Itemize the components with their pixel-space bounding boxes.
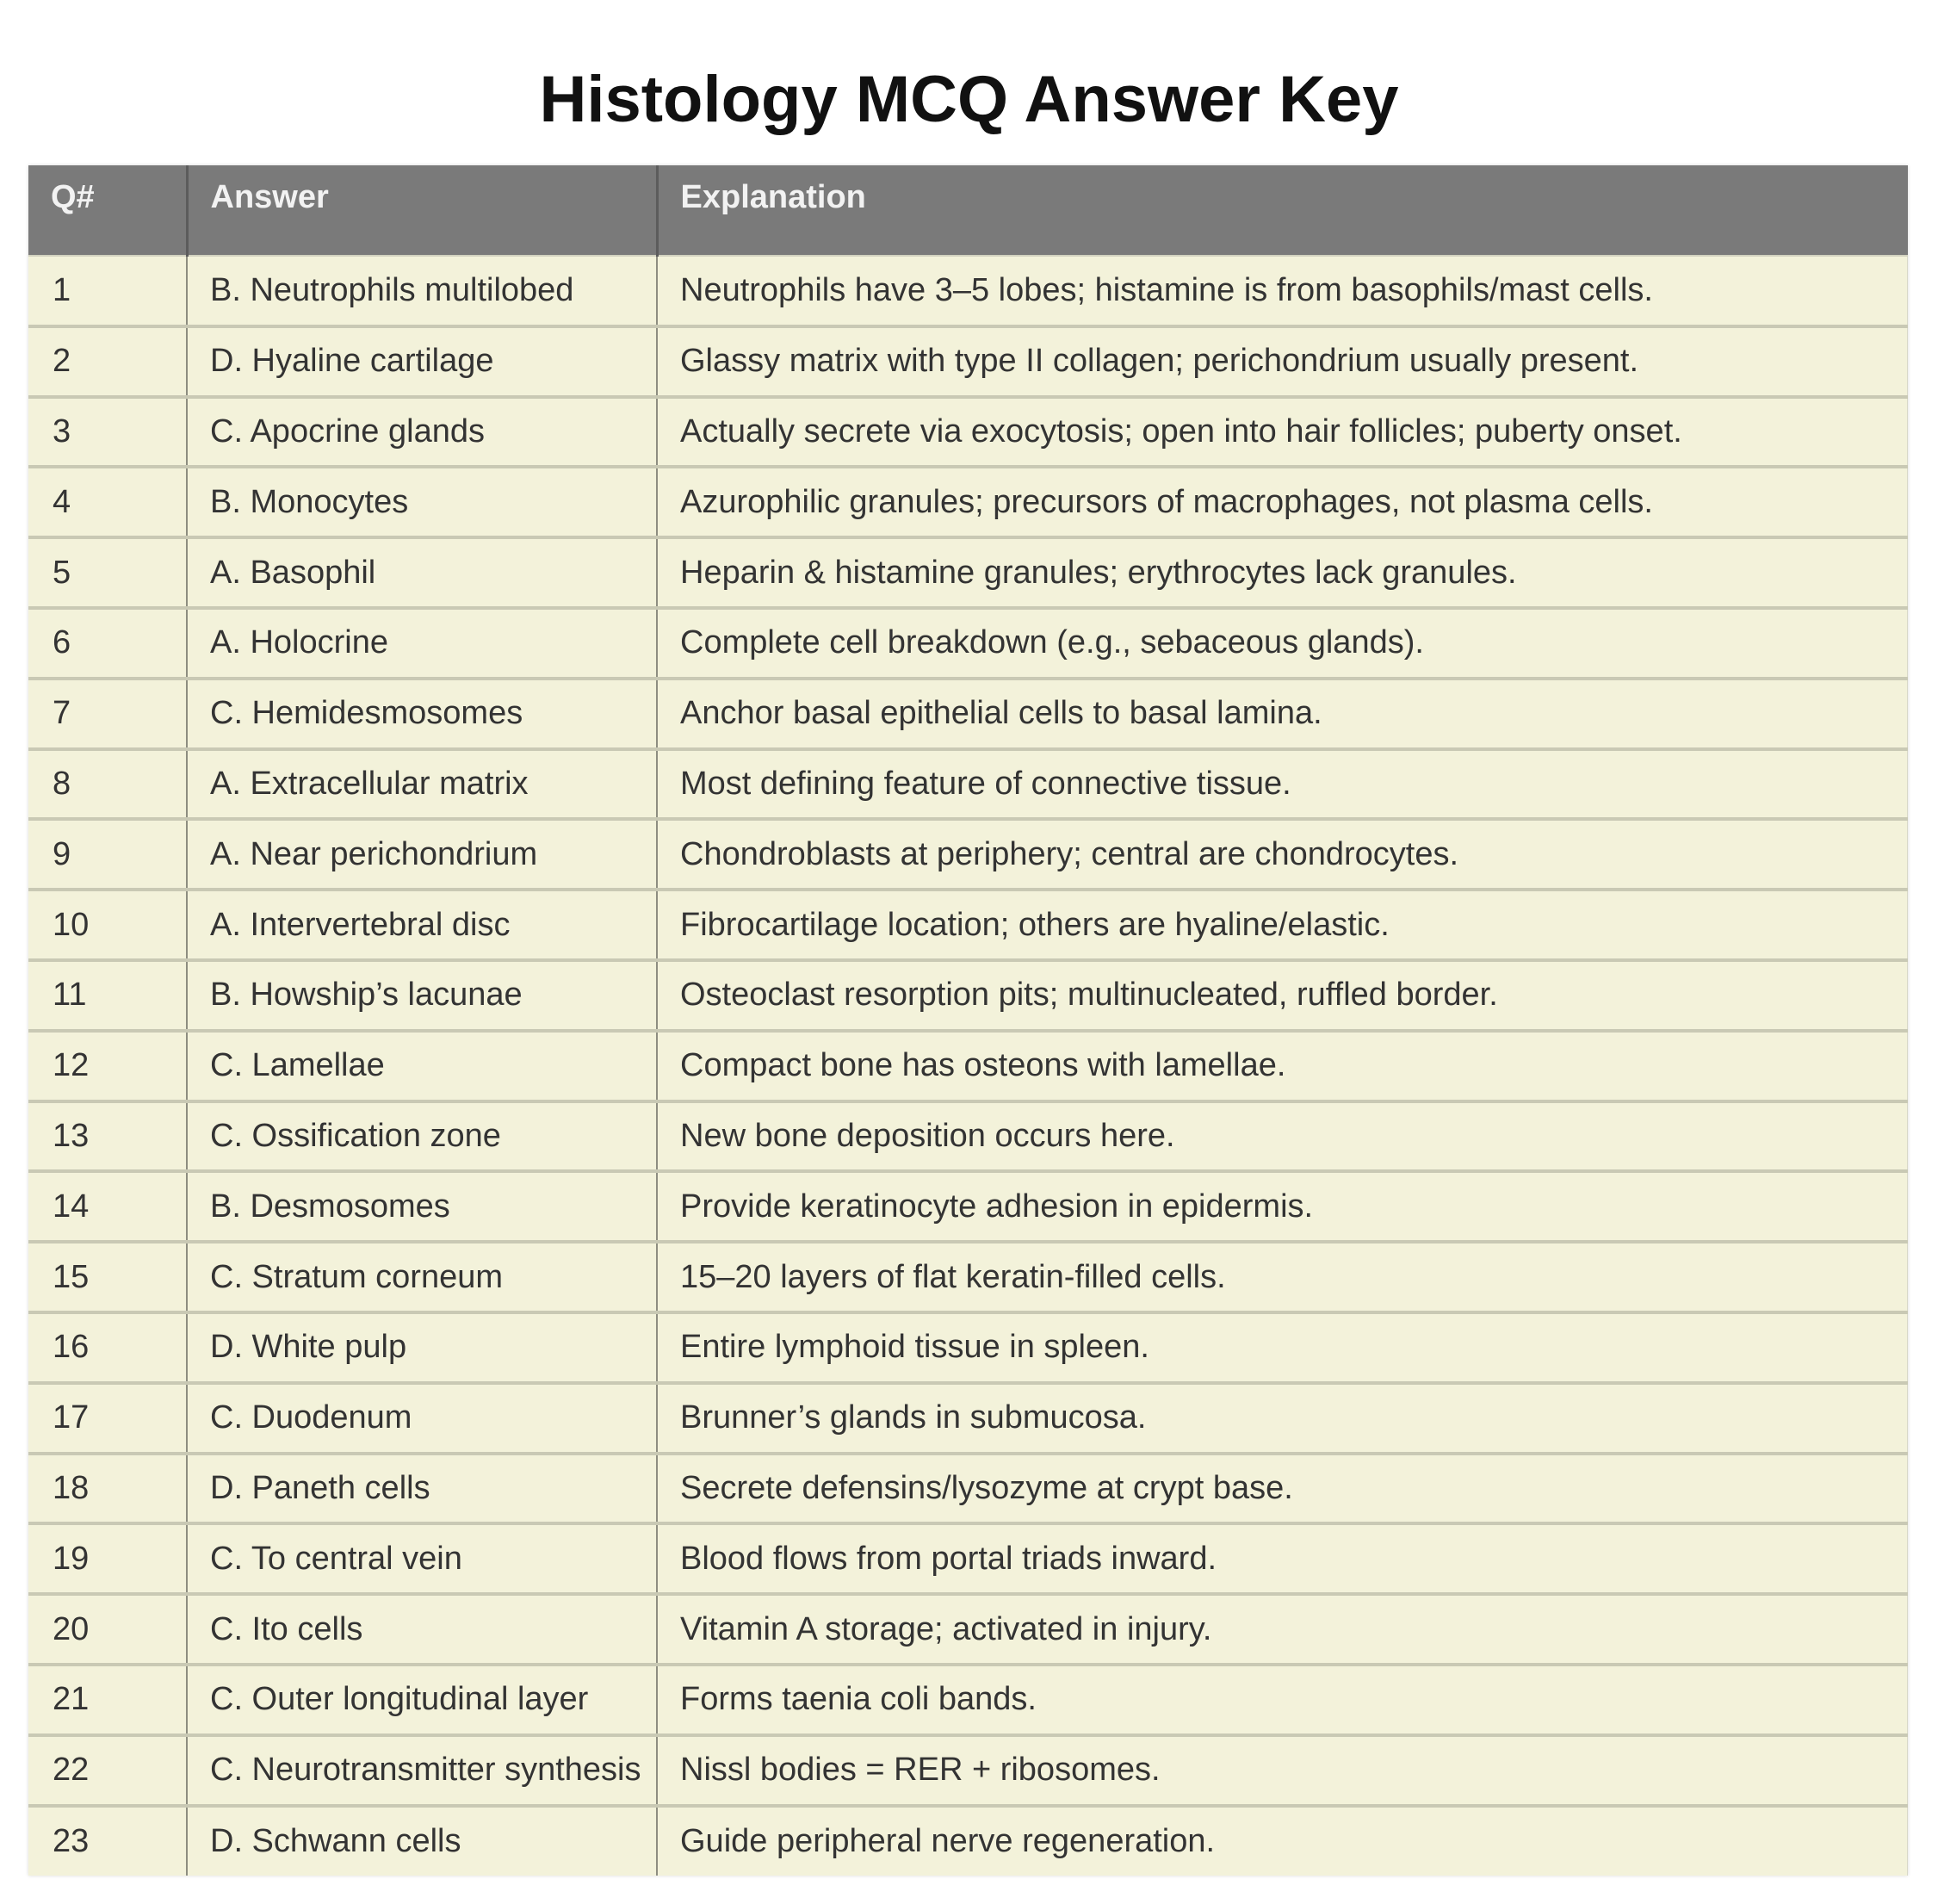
question-number-cell: 4 xyxy=(28,467,187,537)
question-number-cell: 16 xyxy=(28,1312,187,1383)
answer-cell: B. Monocytes xyxy=(187,467,657,537)
explanation-cell: Osteoclast resorption pits; multinucleated, ruffled border. xyxy=(657,960,1908,1031)
question-number-cell: 17 xyxy=(28,1383,187,1454)
question-number-cell: 5 xyxy=(28,537,187,608)
table-row xyxy=(28,256,1908,326)
explanation-cell: Blood flows from portal triads inward. xyxy=(657,1523,1908,1594)
answer-cell: C. Lamellae xyxy=(187,1031,657,1101)
answer-cell: B. Neutrophils multilobed xyxy=(187,256,657,326)
explanation-cell: Guide peripheral nerve regeneration. xyxy=(657,1806,1908,1876)
table-header xyxy=(28,165,1908,256)
answer-cell: C. Ossification zone xyxy=(187,1101,657,1172)
question-number-cell: 23 xyxy=(28,1806,187,1876)
question-number-cell: 18 xyxy=(28,1454,187,1524)
answer-cell: C. Stratum corneum xyxy=(187,1242,657,1312)
table-row xyxy=(28,1031,1908,1101)
explanation-cell: Complete cell breakdown (e.g., sebaceous glands). xyxy=(657,608,1908,679)
table-row xyxy=(28,679,1908,749)
table-row xyxy=(28,537,1908,608)
table-row xyxy=(28,1665,1908,1735)
question-number-cell: 10 xyxy=(28,890,187,960)
answer-cell: C. Duodenum xyxy=(187,1383,657,1454)
table-row xyxy=(28,467,1908,537)
answer-cell: C. Neurotransmitter synthesis xyxy=(187,1735,657,1806)
explanation-cell: Neutrophils have 3–5 lobes; histamine is from basophils/mast cells. xyxy=(657,256,1908,326)
explanation-cell: Nissl bodies = RER + ribosomes. xyxy=(657,1735,1908,1806)
table-row xyxy=(28,1242,1908,1312)
answer-cell: A. Holocrine xyxy=(187,608,657,679)
answer-cell: A. Extracellular matrix xyxy=(187,749,657,820)
question-number-cell: 22 xyxy=(28,1735,187,1806)
table-row xyxy=(28,749,1908,820)
table-body xyxy=(28,256,1908,1876)
question-number-cell: 3 xyxy=(28,397,187,468)
explanation-cell: Vitamin A storage; activated in injury. xyxy=(657,1594,1908,1665)
question-number-cell: 6 xyxy=(28,608,187,679)
table-row xyxy=(28,1312,1908,1383)
answer-cell: A. Basophil xyxy=(187,537,657,608)
question-number-cell: 13 xyxy=(28,1101,187,1172)
answer-cell: B. Howship’s lacunae xyxy=(187,960,657,1031)
answer-cell: B. Desmosomes xyxy=(187,1171,657,1242)
question-number-cell: 11 xyxy=(28,960,187,1031)
answer-cell: D. White pulp xyxy=(187,1312,657,1383)
table-row xyxy=(28,1523,1908,1594)
question-number-cell: 8 xyxy=(28,749,187,820)
table-row xyxy=(28,1454,1908,1524)
table-row xyxy=(28,608,1908,679)
explanation-cell: Heparin & histamine granules; erythrocytes lack granules. xyxy=(657,537,1908,608)
question-number-cell: 19 xyxy=(28,1523,187,1594)
table-row xyxy=(28,819,1908,890)
question-number-cell: 12 xyxy=(28,1031,187,1101)
explanation-cell: Most defining feature of connective tissue. xyxy=(657,749,1908,820)
explanation-cell: Forms taenia coli bands. xyxy=(657,1665,1908,1735)
explanation-cell: Chondroblasts at periphery; central are chondrocytes. xyxy=(657,819,1908,890)
table-row xyxy=(28,1806,1908,1876)
table-row xyxy=(28,397,1908,468)
explanation-cell: Entire lymphoid tissue in spleen. xyxy=(657,1312,1908,1383)
answer-key-table-container xyxy=(28,165,1908,1876)
explanation-cell: Anchor basal epithelial cells to basal lamina. xyxy=(657,679,1908,749)
table-row xyxy=(28,1101,1908,1172)
explanation-cell: 15–20 layers of flat keratin-filled cells. xyxy=(657,1242,1908,1312)
table-row xyxy=(28,326,1908,397)
explanation-cell: Secrete defensins/lysozyme at crypt base. xyxy=(657,1454,1908,1524)
header-answer: Answer xyxy=(187,165,657,256)
explanation-cell: Compact bone has osteons with lamellae. xyxy=(657,1031,1908,1101)
table-row xyxy=(28,960,1908,1031)
question-number-cell: 20 xyxy=(28,1594,187,1665)
header-row xyxy=(28,165,1908,256)
answer-cell: D. Schwann cells xyxy=(187,1806,657,1876)
question-number-cell: 1 xyxy=(28,256,187,326)
question-number-cell: 21 xyxy=(28,1665,187,1735)
table-row xyxy=(28,1171,1908,1242)
header-question-number: Q# xyxy=(28,165,187,256)
table-row xyxy=(28,1735,1908,1806)
explanation-cell: Provide keratinocyte adhesion in epidermis. xyxy=(657,1171,1908,1242)
answer-key-table xyxy=(28,165,1908,1876)
explanation-cell: Glassy matrix with type II collagen; perichondrium usually present. xyxy=(657,326,1908,397)
answer-cell: A. Intervertebral disc xyxy=(187,890,657,960)
question-number-cell: 2 xyxy=(28,326,187,397)
explanation-cell: Brunner’s glands in submucosa. xyxy=(657,1383,1908,1454)
table-row xyxy=(28,1383,1908,1454)
header-explanation: Explanation xyxy=(657,165,1908,256)
answer-cell: C. To central vein xyxy=(187,1523,657,1594)
answer-cell: C. Apocrine glands xyxy=(187,397,657,468)
answer-cell: A. Near perichondrium xyxy=(187,819,657,890)
page-title: Histology MCQ Answer Key xyxy=(539,62,1399,136)
explanation-cell: New bone deposition occurs here. xyxy=(657,1101,1908,1172)
table-row xyxy=(28,1594,1908,1665)
answer-cell: C. Outer longitudinal layer xyxy=(187,1665,657,1735)
answer-cell: D. Hyaline cartilage xyxy=(187,326,657,397)
question-number-cell: 9 xyxy=(28,819,187,890)
explanation-cell: Azurophilic granules; precursors of macrophages, not plasma cells. xyxy=(657,467,1908,537)
answer-cell: D. Paneth cells xyxy=(187,1454,657,1524)
question-number-cell: 14 xyxy=(28,1171,187,1242)
answer-cell: C. Ito cells xyxy=(187,1594,657,1665)
table-row xyxy=(28,890,1908,960)
explanation-cell: Fibrocartilage location; others are hyaline/elastic. xyxy=(657,890,1908,960)
question-number-cell: 15 xyxy=(28,1242,187,1312)
explanation-cell: Actually secrete via exocytosis; open into hair follicles; puberty onset. xyxy=(657,397,1908,468)
question-number-cell: 7 xyxy=(28,679,187,749)
answer-cell: C. Hemidesmosomes xyxy=(187,679,657,749)
